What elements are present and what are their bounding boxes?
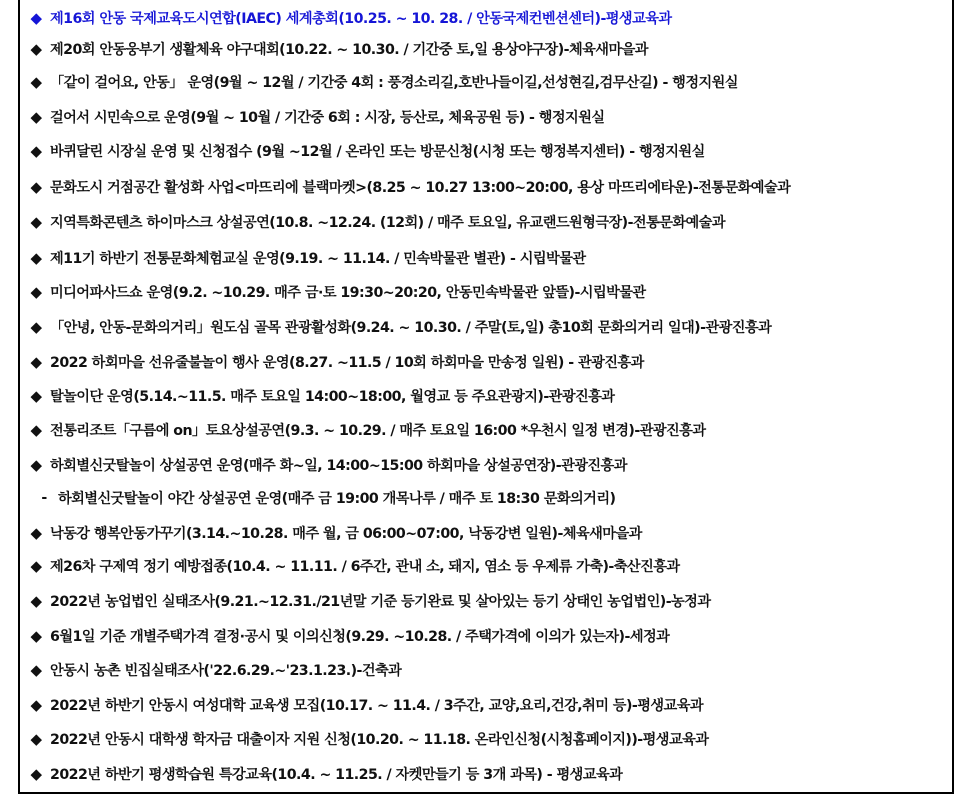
notice-item <box>20 346 952 378</box>
notice-item <box>20 380 952 412</box>
notice-item-text: 6월1일 기준 개별주택가격 결정·공시 및 이의신청(9.29. ~10.28. / 주택가격에 이의가 있는자)-세정과 <box>50 629 670 645</box>
diamond-bullet-icon: ◆ <box>30 456 42 474</box>
diamond-bullet-icon: ◆ <box>30 557 42 575</box>
diamond-bullet-icon: ◆ <box>30 765 42 783</box>
diamond-bullet-icon: ◆ <box>30 524 42 542</box>
notice-item <box>20 276 952 308</box>
notice-item <box>20 206 952 238</box>
notice-item-text: 바퀴달린 시장실 운영 및 신청접수 (9월 ~12월 / 온라인 또는 방문신청(시청 또는 행정복지센터) - 행정지원실 <box>50 144 705 160</box>
notice-item-text: 2022년 안동시 대학생 학자금 대출이자 지원 신청(10.20. ~ 11.18. 온라인신청(시청홈페이지))-평생교육과 <box>50 732 709 748</box>
notice-item-text: 안동시 농촌 빈집실태조사('22.6.29.~'23.1.23.)-건축과 <box>50 663 402 679</box>
notice-item <box>20 517 952 549</box>
notice-item <box>20 689 952 721</box>
notice-item <box>20 101 952 133</box>
diamond-bullet-icon: ◆ <box>30 696 42 714</box>
notice-item-text: 「같이 걸어요, 안동」 운영(9월 ~ 12월 / 기간중 4회 : 풍경소리길,호반나들이길,선성현길,검무산길) - 행정지원실 <box>50 75 738 91</box>
notice-item-text: 제20회 안동웅부기 생활체육 야구대회(10.22. ~ 10.30. / 기간중 토,일 용상야구장)-체육새마을과 <box>50 42 648 58</box>
notice-item <box>20 550 952 582</box>
notice-item-text: 미디어파사드쇼 운영(9.2. ~10.29. 매주 금·토 19:30~20:20, 안동민속박물관 앞뜰)-시립박물관 <box>50 285 646 301</box>
diamond-bullet-icon: ◆ <box>30 627 42 645</box>
notice-item <box>20 758 952 790</box>
dash-marker: - <box>41 490 47 506</box>
notice-item-text: 제11기 하반기 전통문화체험교실 운영(9.19. ~ 11.14. / 민속박물관 별관) - 시립박물관 <box>50 251 586 267</box>
diamond-bullet-icon: ◆ <box>30 592 42 610</box>
diamond-bullet-icon: ◆ <box>30 73 42 91</box>
notice-item <box>20 654 952 686</box>
notice-item-text: 제26차 구제역 정기 예방접종(10.4. ~ 11.11. / 6주간, 관내 소, 돼지, 염소 등 우제류 가축)-축산진흥과 <box>50 559 680 575</box>
notice-item-text: 2022년 하반기 안동시 여성대학 교육생 모집(10.17. ~ 11.4. / 3주간, 교양,요리,건강,취미 등)-평생교육과 <box>50 698 704 714</box>
diamond-bullet-icon: ◆ <box>30 178 42 196</box>
diamond-bullet-icon: ◆ <box>30 9 42 27</box>
notice-item-text: 하회별신굿탈놀이 야간 상설공연 운영(매주 금 19:00 개목나루 / 매주 토 18:30 문화의거리) <box>58 491 616 507</box>
diamond-bullet-icon: ◆ <box>30 142 42 160</box>
notice-item-text: 문화도시 거점공간 활성화 사업<마뜨리에 블랙마켓>(8.25 ~ 10.27 13:00~20:00, 용상 마뜨리에타운)-전통문화예술과 <box>50 180 791 196</box>
notice-item <box>20 33 952 65</box>
notice-item-text: 2022 하회마을 선유줄불놀이 행사 운영(8.27. ~11.5 / 10회 하회마을 만송정 일원) - 관광진흥과 <box>50 355 644 371</box>
notice-item-text: 전통리조트「구름에 on」토요상설공연(9.3. ~ 10.29. / 매주 토요일 16:00 *우천시 일정 변경)-관광진흥과 <box>50 423 706 439</box>
notice-item-text: 2022년 하반기 평생학습원 특강교육(10.4. ~ 11.25. / 자켓만들기 등 3개 과목) - 평생교육과 <box>50 767 623 783</box>
diamond-bullet-icon: ◆ <box>30 108 42 126</box>
diamond-bullet-icon: ◆ <box>30 730 42 748</box>
notice-item <box>20 171 952 203</box>
notice-item-text: 하회별신굿탈놀이 상설공연 운영(매주 화~일, 14:00~15:00 하회마을 상설공연장)-관광진흥과 <box>50 458 627 474</box>
notice-item <box>20 585 952 617</box>
notice-item <box>20 449 952 481</box>
notice-item <box>20 414 952 446</box>
notice-item <box>20 311 952 343</box>
notice-item <box>20 723 952 755</box>
notice-item-text: 지역특화콘텐츠 하이마스크 상설공연(10.8. ~12.24. (12회) / 매주 토요일, 유교랜드원형극장)-전통문화예술과 <box>50 215 725 231</box>
diamond-bullet-icon: ◆ <box>30 353 42 371</box>
diamond-bullet-icon: ◆ <box>30 283 42 301</box>
diamond-bullet-icon: ◆ <box>30 421 42 439</box>
notice-item-text: 「안녕, 안동-문화의거리」원도심 골목 관광활성화(9.24. ~ 10.30. / 주말(토,일) 총10회 문화의거리 일대)-관광진흥과 <box>50 320 772 336</box>
diamond-bullet-icon: ◆ <box>30 249 42 267</box>
diamond-bullet-icon: ◆ <box>30 387 42 405</box>
notice-item <box>20 66 952 98</box>
notice-item-text: 제16회 안동 국제교육도시연합(IAEC) 세계총회(10.25. ~ 10. 28. / 안동국제컨벤션센터)-평생교육과 <box>50 11 672 27</box>
notice-list-panel <box>18 0 954 794</box>
notice-item <box>20 482 952 514</box>
notice-item-text: 낙동강 행복안동가꾸기(3.14.~10.28. 매주 월, 금 06:00~07:00, 낙동강변 일원)-체육새마을과 <box>50 526 642 542</box>
diamond-bullet-icon: ◆ <box>30 318 42 336</box>
diamond-bullet-icon: ◆ <box>30 213 42 231</box>
notice-item <box>20 242 952 274</box>
notice-item <box>20 135 952 167</box>
notice-item <box>20 620 952 652</box>
diamond-bullet-icon: ◆ <box>30 40 42 58</box>
notice-item-text: 탈놀이단 운영(5.14.~11.5. 매주 토요일 14:00~18:00, 월영교 등 주요관광지)-관광진흥과 <box>50 389 615 405</box>
diamond-bullet-icon: ◆ <box>30 661 42 679</box>
notice-item-text: 2022년 농업법인 실태조사(9.21.~12.31./21년말 기준 등기완료 및 살아있는 등기 상태인 농업법인)-농정과 <box>50 594 711 610</box>
notice-item <box>20 2 952 34</box>
notice-item-text: 걸어서 시민속으로 운영(9월 ~ 10월 / 기간중 6회 : 시장, 등산로, 체육공원 등) - 행정지원실 <box>50 110 605 126</box>
